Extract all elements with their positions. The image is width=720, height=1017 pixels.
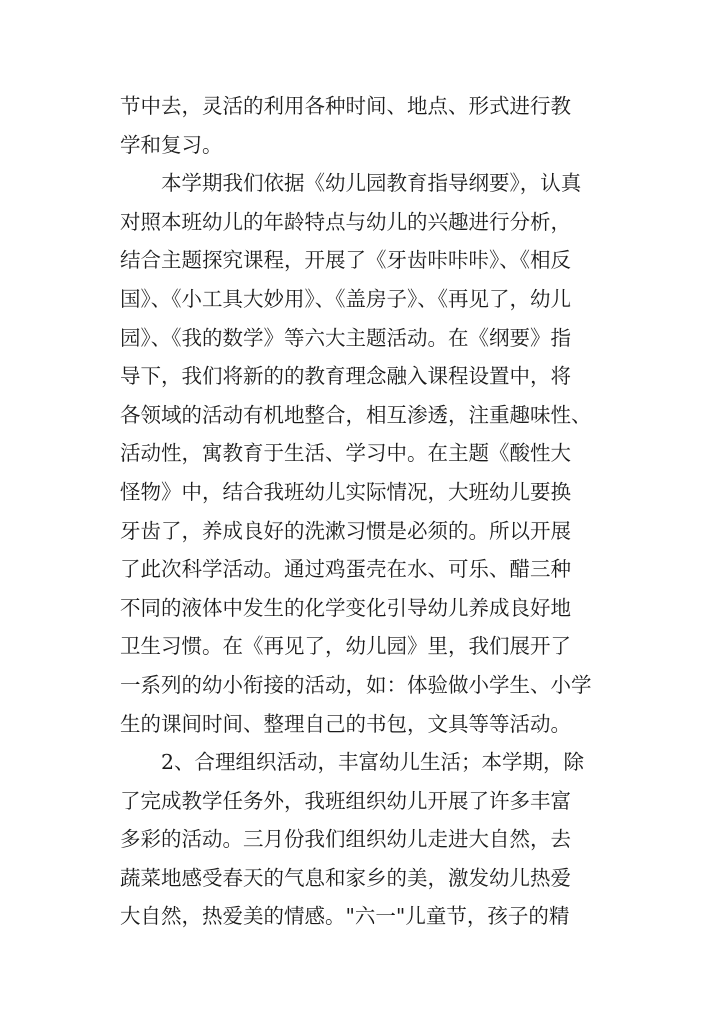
text-line: 节中去，灵活的利用各种时间、地点、形式进行教 xyxy=(120,94,571,118)
text-line: 了此次科学活动。通过鸡蛋壳在水、可乐、醋三种 xyxy=(120,557,571,582)
text-line: 生的课间时间、整理自己的书包，文具等等活动。 xyxy=(120,711,571,736)
paragraph-start-line: 本学期我们依据《幼儿园教育指导纲要》，认真 xyxy=(161,171,582,196)
text-line: 学和复习。 xyxy=(120,132,223,157)
text-line: 蔬菜地感受春天的气息和家乡的美，激发幼儿热爱 xyxy=(120,865,571,890)
text-line: 卫生习惯。在《再见了，幼儿园》里，我们展开了 xyxy=(120,634,571,659)
text-line: 一系列的幼小衔接的活动，如：体验做小学生、小学 xyxy=(120,672,592,697)
text-line: 园》、《我的数学》等六大主题活动。在《纲要》指 xyxy=(120,325,571,350)
text-line: 结合主题探究课程，开展了《牙齿咔咔咔》、《相反 xyxy=(120,248,571,273)
text-line: 对照本班幼儿的年龄特点与幼儿的兴趣进行分析， xyxy=(120,209,571,234)
text-line: 怪物》中，结合我班幼儿实际情况，大班幼儿要换 xyxy=(120,479,571,504)
text-line: 导下，我们将新的的教育理念融入课程设置中，将 xyxy=(120,364,571,389)
text-line: 牙齿了，养成良好的洗漱习惯是必须的。所以开展 xyxy=(120,518,571,543)
text-line: 各领域的活动有机地整合，相互渗透，注重趣味性、 xyxy=(120,402,592,427)
paragraph-start-line: 2、合理组织活动，丰富幼儿生活；本学期，除 xyxy=(161,750,585,775)
text-line: 大自然，热爱美的情感。"六一"儿童节，孩子的精 xyxy=(120,904,570,929)
text-line: 活动性，寓教育于生活、学习中。在主题《酸性大 xyxy=(120,441,571,466)
body-text xyxy=(120,87,610,936)
text-line: 多彩的活动。三月份我们组织幼儿走进大自然，去 xyxy=(120,827,571,852)
text-line: 了完成教学任务外，我班组织幼儿开展了许多丰富 xyxy=(120,788,571,813)
text-line: 不同的液体中发生的化学变化引导幼儿养成良好地 xyxy=(120,595,571,620)
text-line: 国》、《小工具大妙用》、《盖房子》、《再见了，幼儿 xyxy=(120,286,571,311)
